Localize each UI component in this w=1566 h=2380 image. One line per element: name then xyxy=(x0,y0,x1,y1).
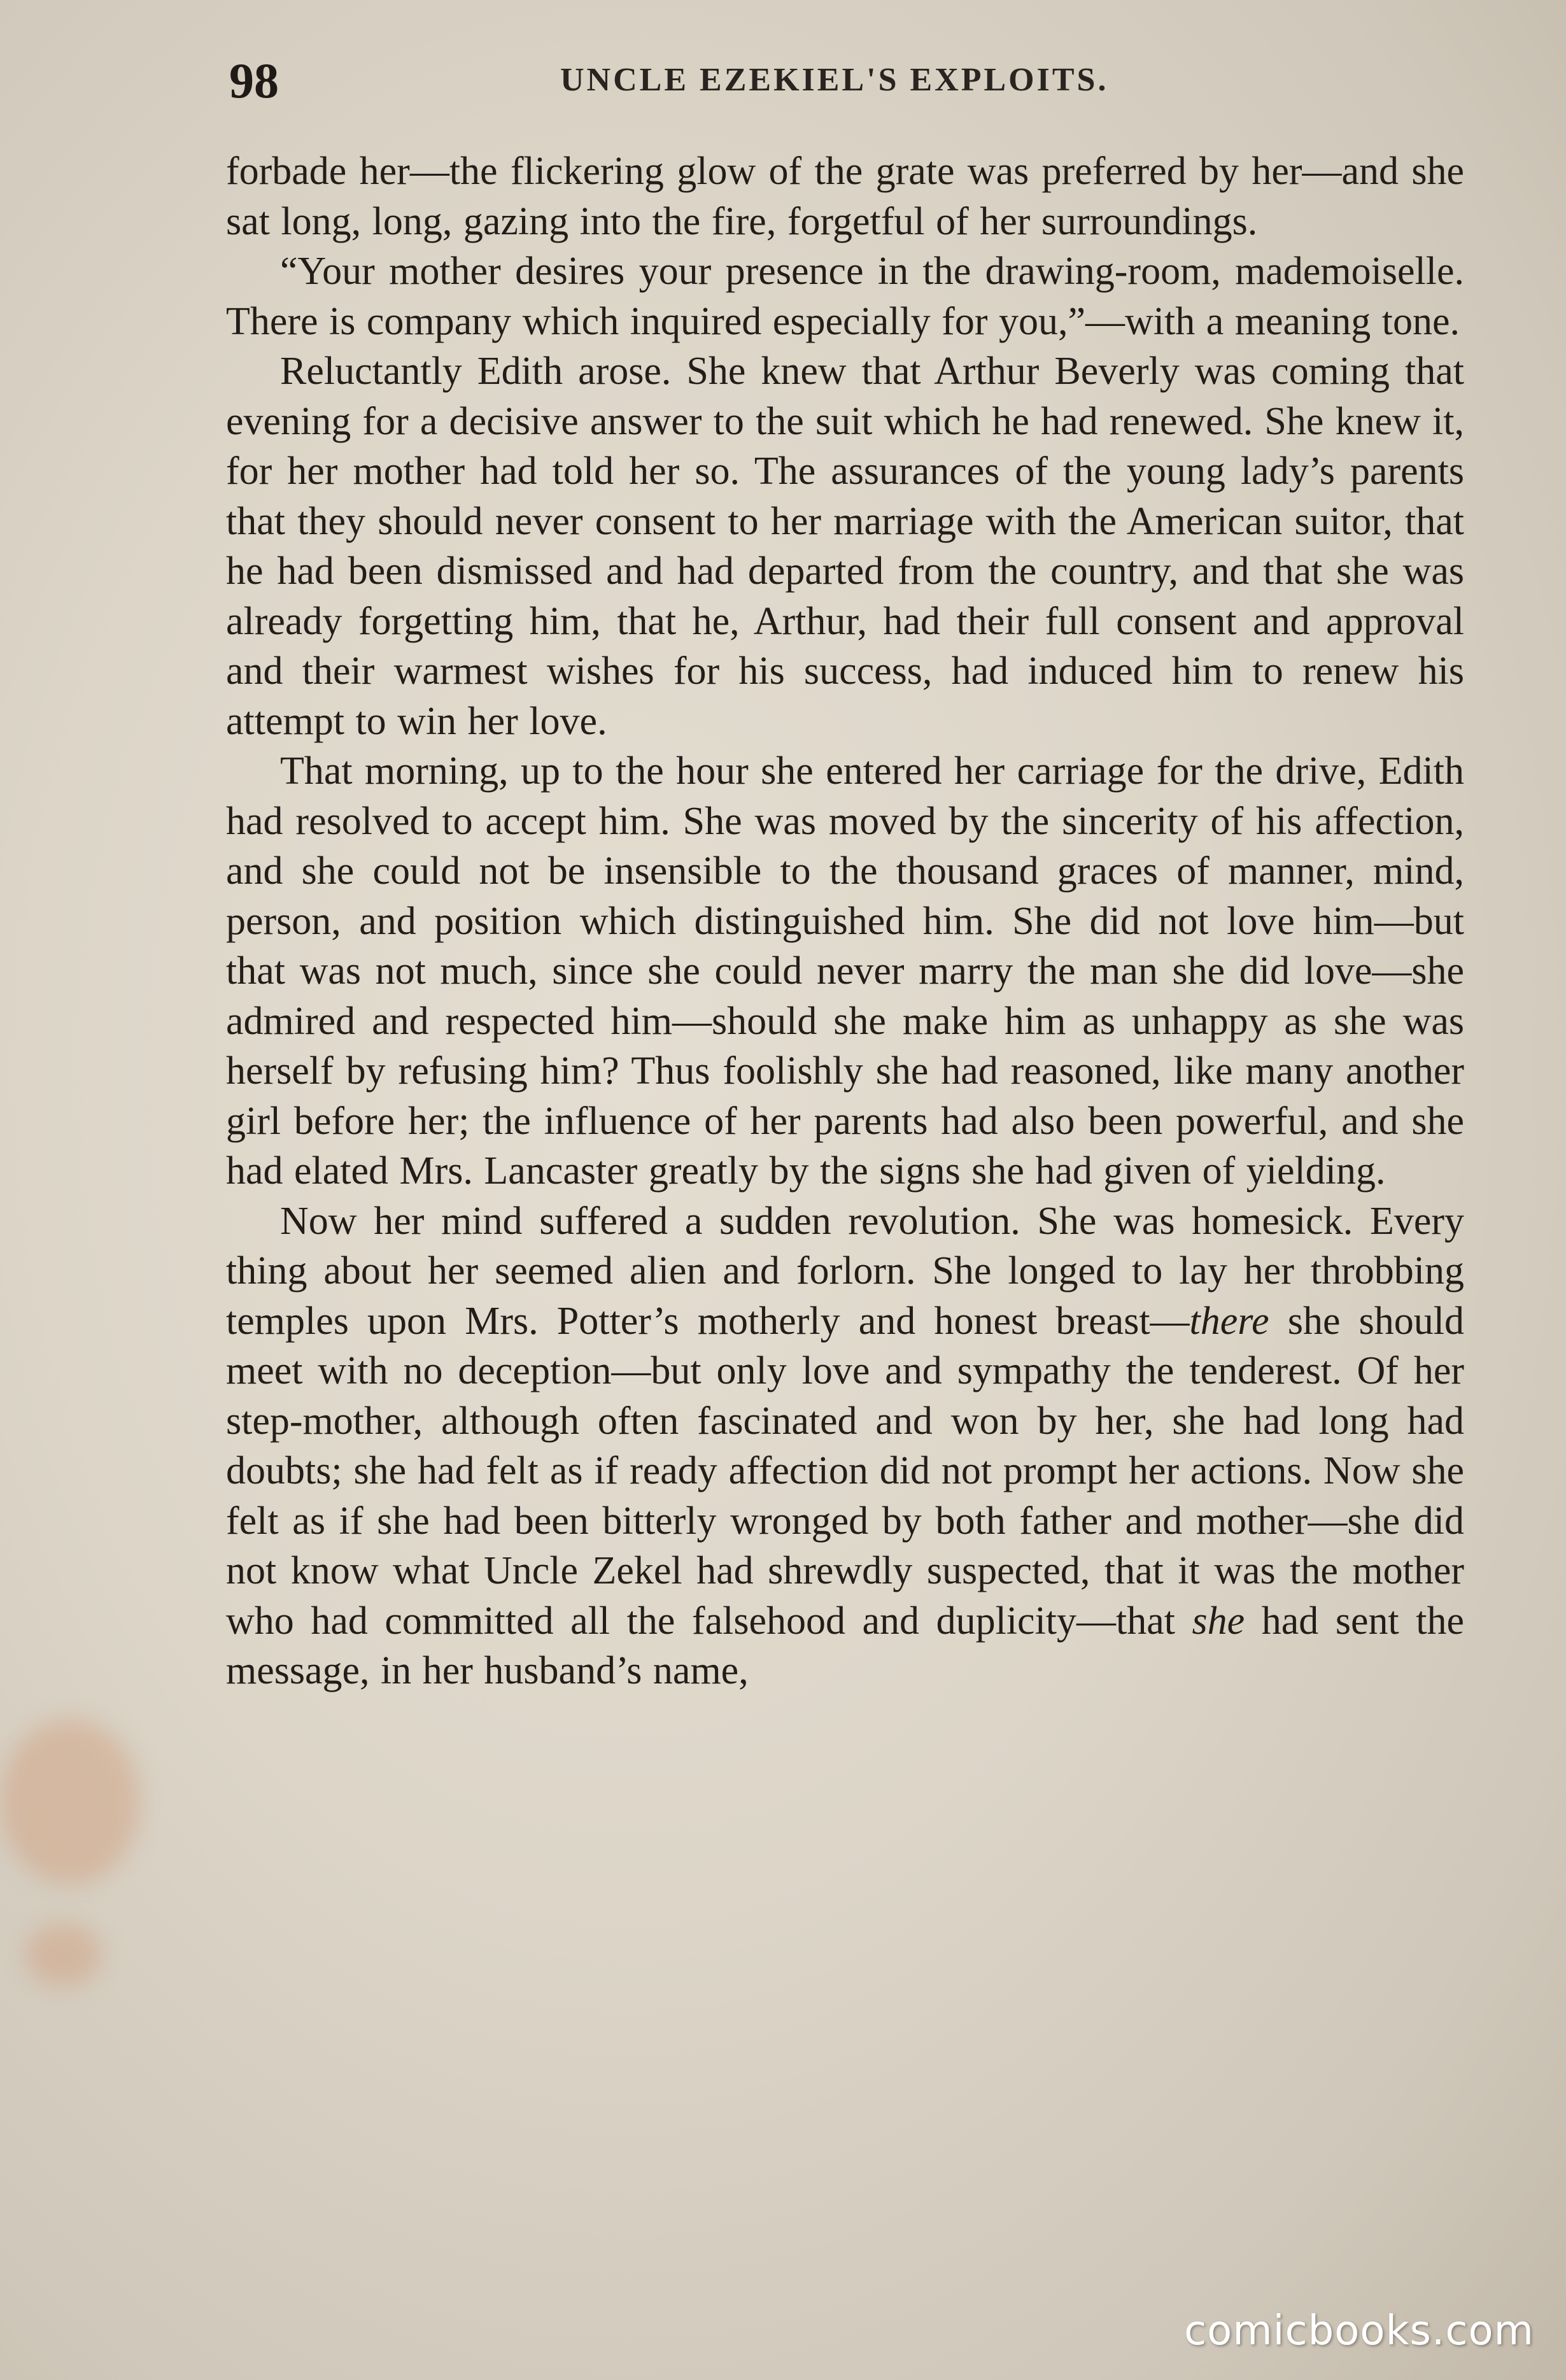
page-stain xyxy=(25,1923,102,1987)
paragraph: forbade her—the flickering glow of the grate was preferred by her—and she sat long, long, gazing into the fire, forgetful of her surroundings. xyxy=(226,150,1464,243)
paragraph: Reluctantly Edith arose. She knew that Arthur Beverly was coming that evening for a decisive answer to the suit which he had renewed. She knew it, for her mother had told her so. The assurances of the young lady’s parents that they should never consent to her marriage with the American suitor, that he had been dismissed and had departed from the country, and that she was already forgetting him, that he, Arthur, had their full consent and approval and their warmest wishes for his success, had induced him to renew his attempt to win her love. xyxy=(226,350,1464,743)
page-stain xyxy=(0,1719,140,1885)
page-number: 98 xyxy=(229,53,279,108)
body-text xyxy=(226,146,1464,2222)
paragraph-text: had sent the message, in her husband’s name, xyxy=(226,1599,1464,1692)
emphasis-text: she xyxy=(1192,1599,1245,1643)
running-head xyxy=(229,52,1471,129)
paragraph-text: she should meet with no deception—but only love and sympathy the tenderest. Of her step-mother, although often fascinated and won by her, she had long had doubts; she had felt as if ready affection did not prompt her actions. Now she felt as if she had been bitterly wronged by both father and mother—she did not know what Uncle Zekel had shrewdly suspected, that it was the mother who had committed all the falsehood and duplicity—that xyxy=(226,1299,1465,1643)
paragraph xyxy=(226,1196,1464,1696)
paragraph: “Your mother desires your presence in the drawing-room, mademoiselle. There is company which inquired especially for you,”—with a meaning tone. xyxy=(226,250,1464,343)
paragraph-text: Now her mind suffered a sudden revolution. She was homesick. Every thing about her seemed alien and forlorn. She longed to lay her throbbing temples upon Mrs. Potter’s motherly and honest breast— xyxy=(226,1199,1464,1343)
watermark: comicbooks.com xyxy=(1183,2307,1534,2355)
emphasis-text: there xyxy=(1189,1299,1269,1343)
paragraph: That morning, up to the hour she entered her carriage for the drive, Edith had resolved to accept him. She was moved by the sincerity of his affection, and she could not be insensible to the thousand graces of manner, mind, person, and position which distinguished him. She did not love him—but that was not much, since she could never marry the man she did love—she admired and respected him—should she make him as unhappy as she was herself by refusing him? Thus foolishly she had reasoned, like many another girl before her; the influence of her parents had also been powerful, and she had elated Mrs. Lancaster greatly by the signs she had given of yielding. xyxy=(226,749,1464,1193)
running-title: UNCLE EZEKIEL'S EXPLOITS. xyxy=(560,62,1109,98)
